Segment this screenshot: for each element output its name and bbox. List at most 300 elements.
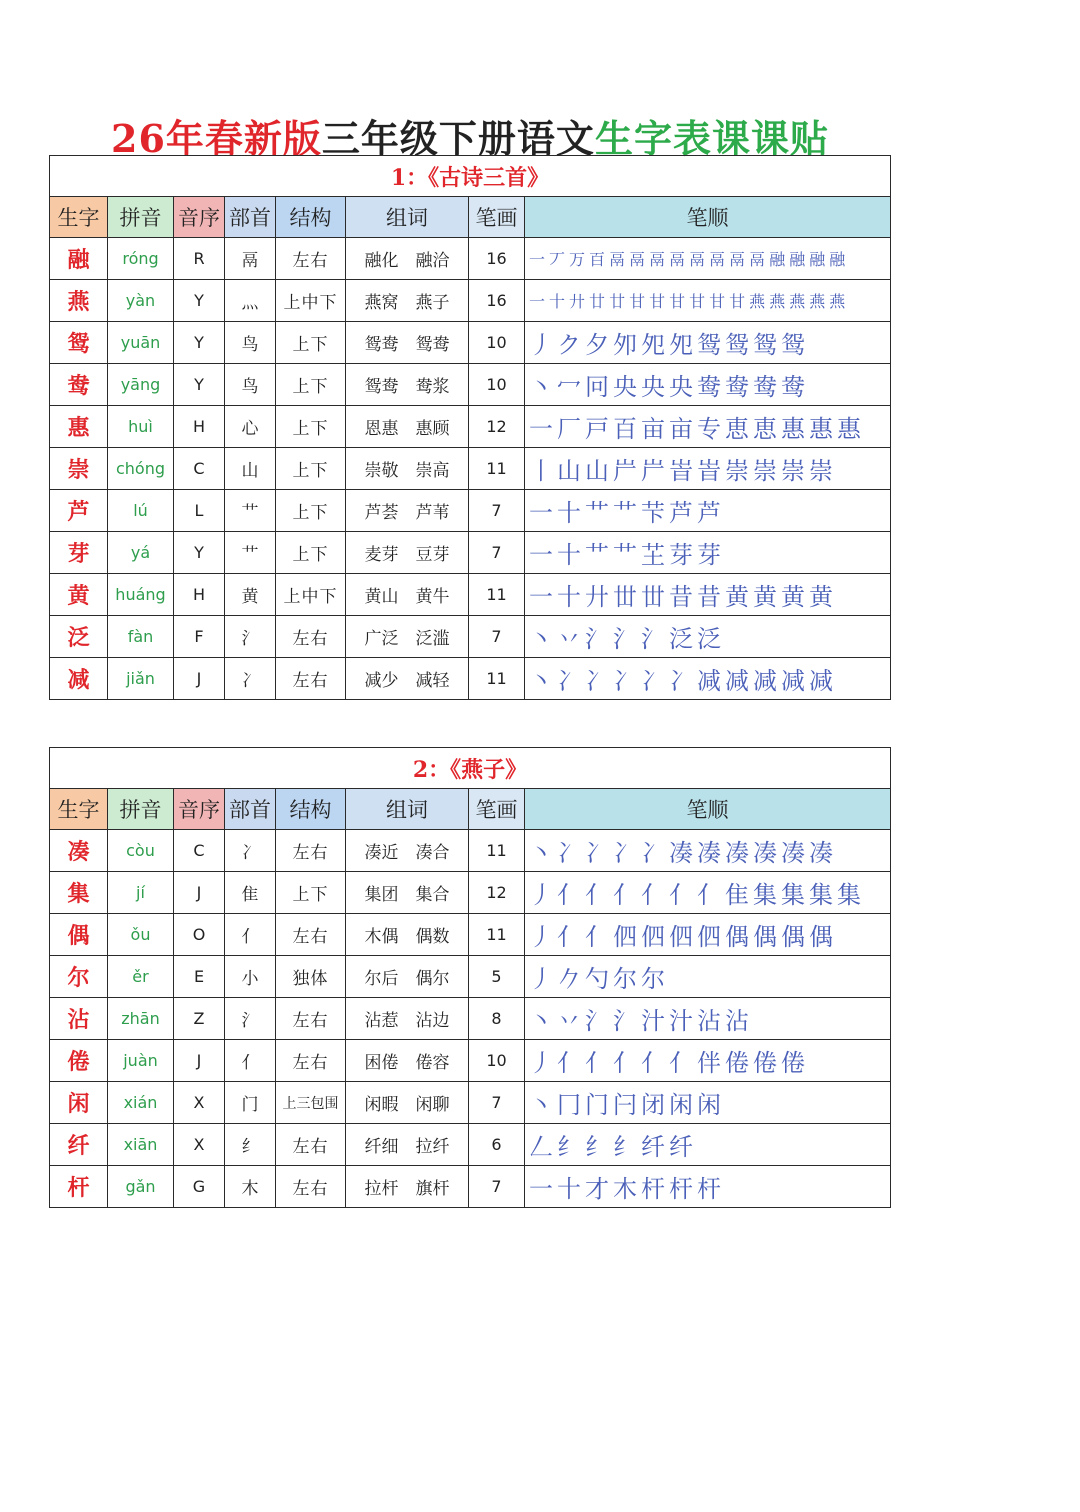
- stroke-step: 伵: [613, 923, 637, 951]
- stroke-step: 丶: [529, 839, 553, 867]
- stroke-step: 闲: [669, 1091, 693, 1119]
- cell-char: 集: [50, 872, 108, 914]
- table-row: [50, 574, 891, 616]
- stroke-step: 鬲: [729, 250, 746, 269]
- cell-pinyin: lú: [108, 490, 174, 532]
- stroke-step: 一: [529, 541, 553, 569]
- cell-structure: 左右: [276, 830, 346, 872]
- cell-order: C: [174, 830, 225, 872]
- stroke-step: 峕: [697, 457, 721, 485]
- stroke-step: 亻: [585, 881, 609, 909]
- cell-words: 木偶 偶数: [346, 914, 469, 956]
- cell-stroke-sequence: [525, 658, 891, 700]
- cell-words: 黄山 黄牛: [346, 574, 469, 616]
- cell-strokes: 11: [469, 574, 525, 616]
- stroke-step: 百: [589, 250, 606, 269]
- header-order: 音序: [174, 789, 225, 830]
- cell-strokes: 8: [469, 998, 525, 1040]
- cell-strokes: 10: [469, 364, 525, 406]
- stroke-step: 泛: [669, 625, 693, 653]
- cell-radical: 山: [225, 448, 276, 490]
- cell-pinyin: yuān: [108, 322, 174, 364]
- stroke-step: 凑: [781, 839, 805, 867]
- cell-words: 崇敬 崇高: [346, 448, 469, 490]
- stroke-step: 央: [613, 373, 637, 401]
- stroke-step: 昔: [669, 583, 693, 611]
- stroke-step: 冫: [613, 667, 637, 695]
- cell-structure: 左右: [276, 238, 346, 280]
- table-row: [50, 616, 891, 658]
- stroke-step: 崇: [809, 457, 833, 485]
- stroke-step: 鸯: [781, 373, 805, 401]
- stroke-step: 纤: [669, 1133, 693, 1161]
- cell-radical: 小: [225, 956, 276, 998]
- stroke-step: 燕: [769, 292, 786, 311]
- stroke-step: 丿: [529, 965, 553, 993]
- stroke-step: 伵: [641, 923, 665, 951]
- stroke-step: 亻: [557, 923, 581, 951]
- stroke-step: 纟: [557, 1133, 581, 1161]
- stroke-step: 亻: [697, 881, 721, 909]
- header-sequence: 笔顺: [525, 197, 891, 238]
- stroke-step: 山: [557, 457, 581, 485]
- cell-words: 尔后 偶尔: [346, 956, 469, 998]
- stroke-step: 倦: [781, 1049, 805, 1077]
- stroke-step: 丿: [529, 923, 553, 951]
- cell-pinyin: gǎn: [108, 1166, 174, 1208]
- cell-radical: 氵: [225, 998, 276, 1040]
- cell-structure: 左右: [276, 1040, 346, 1082]
- cell-radical: 门: [225, 1082, 276, 1124]
- stroke-step: 屵: [613, 457, 637, 485]
- cell-words: 纤细 拉纤: [346, 1124, 469, 1166]
- title-part-black: 三年级下册语文: [321, 116, 595, 161]
- header-radical: 部首: [225, 789, 276, 830]
- stroke-step: 丗: [613, 583, 637, 611]
- table-row: [50, 1082, 891, 1124]
- cell-char: 纤: [50, 1124, 108, 1166]
- table-row: [50, 1124, 891, 1166]
- stroke-step: 鸯: [753, 373, 777, 401]
- stroke-step: 甘: [729, 292, 746, 311]
- table-row: [50, 830, 891, 872]
- stroke-step: 丿: [529, 331, 553, 359]
- table-row: [50, 658, 891, 700]
- header-sequence: 笔顺: [525, 789, 891, 830]
- cell-structure: 上下: [276, 490, 346, 532]
- cell-strokes: 11: [469, 448, 525, 490]
- header-char: 生字: [50, 197, 108, 238]
- cell-char: 崇: [50, 448, 108, 490]
- stroke-step: 鬲: [749, 250, 766, 269]
- cell-radical: 灬: [225, 280, 276, 322]
- stroke-step: 一: [529, 292, 546, 311]
- stroke-step: 融: [809, 250, 826, 269]
- cell-stroke-sequence: [525, 1040, 891, 1082]
- cell-stroke-sequence: [525, 364, 891, 406]
- cell-radical: 亻: [225, 1040, 276, 1082]
- stroke-step: 甘: [669, 292, 686, 311]
- stroke-step: 伴: [697, 1049, 721, 1077]
- cell-stroke-sequence: [525, 406, 891, 448]
- stroke-step: 减: [697, 667, 721, 695]
- cell-pinyin: huì: [108, 406, 174, 448]
- cell-words: 闲暇 闲聊: [346, 1082, 469, 1124]
- stroke-step: 芽: [697, 541, 721, 569]
- stroke-step: 冫: [557, 839, 581, 867]
- stroke-step: 甘: [629, 292, 646, 311]
- cell-stroke-sequence: [525, 1082, 891, 1124]
- stroke-step: 十: [549, 292, 566, 311]
- cell-order: Z: [174, 998, 225, 1040]
- stroke-step: 芦: [697, 499, 721, 527]
- stroke-step: 冫: [641, 667, 665, 695]
- cell-char: 泛: [50, 616, 108, 658]
- cell-pinyin: xiān: [108, 1124, 174, 1166]
- cell-strokes: 12: [469, 406, 525, 448]
- stroke-step: 黄: [781, 583, 805, 611]
- cell-structure: 上下: [276, 322, 346, 364]
- cell-structure: 上下: [276, 406, 346, 448]
- stroke-step: 十: [557, 1175, 581, 1203]
- stroke-step: 氵: [613, 625, 637, 653]
- cell-strokes: 10: [469, 1040, 525, 1082]
- stroke-step: 亩: [669, 415, 693, 443]
- table-row: [50, 364, 891, 406]
- cell-structure: 左右: [276, 998, 346, 1040]
- stroke-step: 亻: [585, 923, 609, 951]
- stroke-step: 纤: [641, 1133, 665, 1161]
- stroke-step: 廿: [609, 292, 626, 311]
- stroke-step: 亻: [669, 1049, 693, 1077]
- table-row: [50, 490, 891, 532]
- header-char: 生字: [50, 789, 108, 830]
- cell-radical: 隹: [225, 872, 276, 914]
- stroke-step: 沾: [725, 1007, 749, 1035]
- stroke-step: 冫: [613, 839, 637, 867]
- stroke-step: 十: [557, 541, 581, 569]
- stroke-step: 偶: [781, 923, 805, 951]
- stroke-step: 百: [613, 415, 637, 443]
- stroke-step: 廿: [589, 292, 606, 311]
- cell-words: 集团 集合: [346, 872, 469, 914]
- cell-stroke-sequence: [525, 956, 891, 998]
- table-row: [50, 914, 891, 956]
- stroke-step: 凑: [753, 839, 777, 867]
- cell-char: 凑: [50, 830, 108, 872]
- stroke-step: 鸳: [697, 331, 721, 359]
- table-row: [50, 406, 891, 448]
- cell-stroke-sequence: [525, 280, 891, 322]
- cell-stroke-sequence: [525, 322, 891, 364]
- stroke-step: 冫: [641, 839, 665, 867]
- table-row: [50, 238, 891, 280]
- cell-char: 倦: [50, 1040, 108, 1082]
- cell-stroke-sequence: [525, 448, 891, 490]
- stroke-step: 艹: [613, 499, 637, 527]
- stroke-step: 黄: [753, 583, 777, 611]
- header-strokes: 笔画: [469, 197, 525, 238]
- stroke-step: 氵: [613, 1007, 637, 1035]
- cell-pinyin: zhān: [108, 998, 174, 1040]
- cell-words: 麦芽 豆芽: [346, 532, 469, 574]
- stroke-step: 氵: [585, 1007, 609, 1035]
- cell-char: 偶: [50, 914, 108, 956]
- cell-stroke-sequence: [525, 998, 891, 1040]
- cell-strokes: 12: [469, 872, 525, 914]
- cell-pinyin: jí: [108, 872, 174, 914]
- cell-strokes: 11: [469, 658, 525, 700]
- stroke-step: 万: [569, 250, 586, 269]
- cell-radical: 亻: [225, 914, 276, 956]
- stroke-step: 廾: [569, 292, 586, 311]
- cell-order: Y: [174, 532, 225, 574]
- cell-stroke-sequence: [525, 1124, 891, 1166]
- cell-words: 鸳鸯 鸯浆: [346, 364, 469, 406]
- table-row: [50, 1040, 891, 1082]
- stroke-step: 丷: [557, 1007, 581, 1035]
- stroke-step: 一: [529, 499, 553, 527]
- stroke-step: 泛: [697, 625, 721, 653]
- stroke-step: 纟: [585, 1133, 609, 1161]
- cell-stroke-sequence: [525, 574, 891, 616]
- cell-char: 沾: [50, 998, 108, 1040]
- cell-strokes: 16: [469, 280, 525, 322]
- lesson-title: 1：《古诗三首》: [50, 156, 891, 197]
- table-row: [50, 448, 891, 490]
- stroke-step: 冫: [585, 667, 609, 695]
- cell-order: R: [174, 238, 225, 280]
- table-row: [50, 280, 891, 322]
- stroke-step: 厂: [557, 415, 581, 443]
- stroke-step: 鬲: [709, 250, 726, 269]
- stroke-step: 鸯: [697, 373, 721, 401]
- table-row: [50, 1166, 891, 1208]
- cell-pinyin: còu: [108, 830, 174, 872]
- cell-order: X: [174, 1124, 225, 1166]
- header-pinyin: 拼音: [108, 197, 174, 238]
- stroke-step: 闲: [697, 1091, 721, 1119]
- stroke-step: 纟: [613, 1133, 637, 1161]
- stroke-step: 亻: [613, 1049, 637, 1077]
- stroke-step: 亻: [585, 1049, 609, 1077]
- cell-order: C: [174, 448, 225, 490]
- stroke-step: 艹: [585, 499, 609, 527]
- cell-radical: 鬲: [225, 238, 276, 280]
- header-words: 组词: [346, 789, 469, 830]
- stroke-step: 一: [529, 1175, 553, 1203]
- stroke-step: 戸: [585, 415, 609, 443]
- cell-radical: 鸟: [225, 322, 276, 364]
- stroke-step: 闭: [641, 1091, 665, 1119]
- stroke-step: 丷: [557, 625, 581, 653]
- stroke-step: 惠: [837, 415, 861, 443]
- cell-char: 杆: [50, 1166, 108, 1208]
- cell-words: 芦荟 芦苇: [346, 490, 469, 532]
- cell-order: E: [174, 956, 225, 998]
- stroke-step: 凑: [809, 839, 833, 867]
- stroke-step: 偶: [809, 923, 833, 951]
- cell-order: F: [174, 616, 225, 658]
- cell-pinyin: yá: [108, 532, 174, 574]
- stroke-step: 一: [529, 415, 553, 443]
- cell-radical: 黄: [225, 574, 276, 616]
- stroke-step: 丨: [529, 457, 553, 485]
- stroke-step: 集: [781, 881, 805, 909]
- stroke-step: 丶: [529, 625, 553, 653]
- cell-stroke-sequence: [525, 1166, 891, 1208]
- cell-structure: 上三包围: [276, 1082, 346, 1124]
- stroke-step: 融: [769, 250, 786, 269]
- cell-stroke-sequence: [525, 532, 891, 574]
- stroke-step: 夗: [641, 331, 665, 359]
- stroke-step: 黄: [809, 583, 833, 611]
- header-words: 组词: [346, 197, 469, 238]
- stroke-step: 丶: [529, 667, 553, 695]
- table-row: [50, 998, 891, 1040]
- cell-structure: 上中下: [276, 574, 346, 616]
- cell-char: 惠: [50, 406, 108, 448]
- stroke-step: 惠: [781, 415, 805, 443]
- stroke-step: 冋: [585, 373, 609, 401]
- stroke-step: 艹: [585, 541, 609, 569]
- cell-order: X: [174, 1082, 225, 1124]
- header-order: 音序: [174, 197, 225, 238]
- stroke-step: 惠: [809, 415, 833, 443]
- stroke-step: 一: [529, 583, 553, 611]
- stroke-step: 甘: [649, 292, 666, 311]
- table-row: [50, 872, 891, 914]
- cell-pinyin: jiǎn: [108, 658, 174, 700]
- stroke-step: 减: [781, 667, 805, 695]
- cell-pinyin: yāng: [108, 364, 174, 406]
- header-structure: 结构: [276, 197, 346, 238]
- cell-char: 芽: [50, 532, 108, 574]
- stroke-step: 冖: [557, 373, 581, 401]
- cell-strokes: 7: [469, 1082, 525, 1124]
- cell-char: 燕: [50, 280, 108, 322]
- stroke-step: 集: [837, 881, 861, 909]
- stroke-step: 芽: [669, 541, 693, 569]
- stroke-step: 氵: [585, 625, 609, 653]
- cell-char: 减: [50, 658, 108, 700]
- stroke-step: 崇: [753, 457, 777, 485]
- stroke-step: 丗: [641, 583, 665, 611]
- stroke-step: 凑: [669, 839, 693, 867]
- stroke-step: 甘: [709, 292, 726, 311]
- cell-order: J: [174, 1040, 225, 1082]
- stroke-step: 才: [585, 1175, 609, 1203]
- table-row: [50, 532, 891, 574]
- cell-radical: 艹: [225, 532, 276, 574]
- stroke-step: 一: [529, 250, 546, 269]
- cell-stroke-sequence: [525, 872, 891, 914]
- cell-pinyin: ěr: [108, 956, 174, 998]
- cell-radical: 心: [225, 406, 276, 448]
- cell-pinyin: yàn: [108, 280, 174, 322]
- stroke-step: 央: [641, 373, 665, 401]
- cell-strokes: 7: [469, 490, 525, 532]
- cell-pinyin: chóng: [108, 448, 174, 490]
- stroke-step: 甘: [689, 292, 706, 311]
- stroke-step: 冫: [669, 667, 693, 695]
- stroke-step: 峕: [669, 457, 693, 485]
- header-pinyin: 拼音: [108, 789, 174, 830]
- stroke-step: 亻: [613, 881, 637, 909]
- stroke-step: 亻: [669, 881, 693, 909]
- cell-stroke-sequence: [525, 616, 891, 658]
- stroke-step: 丿: [529, 1049, 553, 1077]
- cell-structure: 上下: [276, 364, 346, 406]
- cell-words: 凑近 凑合: [346, 830, 469, 872]
- title-part-green: 生字表课课贴: [594, 116, 829, 161]
- stroke-step: 融: [789, 250, 806, 269]
- stroke-step: 倦: [753, 1049, 777, 1077]
- cell-order: J: [174, 872, 225, 914]
- stroke-step: 恵: [725, 415, 749, 443]
- stroke-step: 隹: [725, 881, 749, 909]
- stroke-step: 伵: [697, 923, 721, 951]
- stroke-step: 冂: [557, 1091, 581, 1119]
- cell-radical: 艹: [225, 490, 276, 532]
- cell-strokes: 7: [469, 1166, 525, 1208]
- stroke-step: 丿: [529, 881, 553, 909]
- stroke-step: 集: [753, 881, 777, 909]
- cell-order: G: [174, 1166, 225, 1208]
- cell-structure: 独体: [276, 956, 346, 998]
- stroke-step: 集: [809, 881, 833, 909]
- stroke-step: 鸳: [725, 331, 749, 359]
- cell-words: 减少 减轻: [346, 658, 469, 700]
- cell-structure: 上下: [276, 448, 346, 490]
- stroke-step: 燕: [809, 292, 826, 311]
- stroke-step: 十: [557, 499, 581, 527]
- header-radical: 部首: [225, 197, 276, 238]
- cell-order: Y: [174, 322, 225, 364]
- stroke-step: 亻: [557, 881, 581, 909]
- cell-strokes: 11: [469, 914, 525, 956]
- cell-radical: 鸟: [225, 364, 276, 406]
- cell-order: Y: [174, 280, 225, 322]
- stroke-step: 鸳: [781, 331, 805, 359]
- header-structure: 结构: [276, 789, 346, 830]
- cell-pinyin: róng: [108, 238, 174, 280]
- stroke-step: 崇: [781, 457, 805, 485]
- stroke-step: 昔: [697, 583, 721, 611]
- title-part-red: 26年春新版: [111, 116, 322, 161]
- stroke-step: 鬲: [629, 250, 646, 269]
- stroke-step: 芦: [669, 499, 693, 527]
- cell-strokes: 16: [469, 238, 525, 280]
- stroke-step: 伵: [669, 923, 693, 951]
- stroke-step: 偶: [725, 923, 749, 951]
- stroke-step: 央: [669, 373, 693, 401]
- stroke-step: 艹: [613, 541, 637, 569]
- cell-words: 融化 融洽: [346, 238, 469, 280]
- stroke-step: 凑: [725, 839, 749, 867]
- cell-order: H: [174, 406, 225, 448]
- stroke-step: 屵: [641, 457, 665, 485]
- stroke-step: 尔: [641, 965, 665, 993]
- stroke-step: 汁: [641, 1007, 665, 1035]
- cell-pinyin: juàn: [108, 1040, 174, 1082]
- stroke-step: 崇: [725, 457, 749, 485]
- cell-pinyin: fàn: [108, 616, 174, 658]
- cell-structure: 左右: [276, 914, 346, 956]
- cell-order: L: [174, 490, 225, 532]
- cell-structure: 上中下: [276, 280, 346, 322]
- cell-stroke-sequence: [525, 238, 891, 280]
